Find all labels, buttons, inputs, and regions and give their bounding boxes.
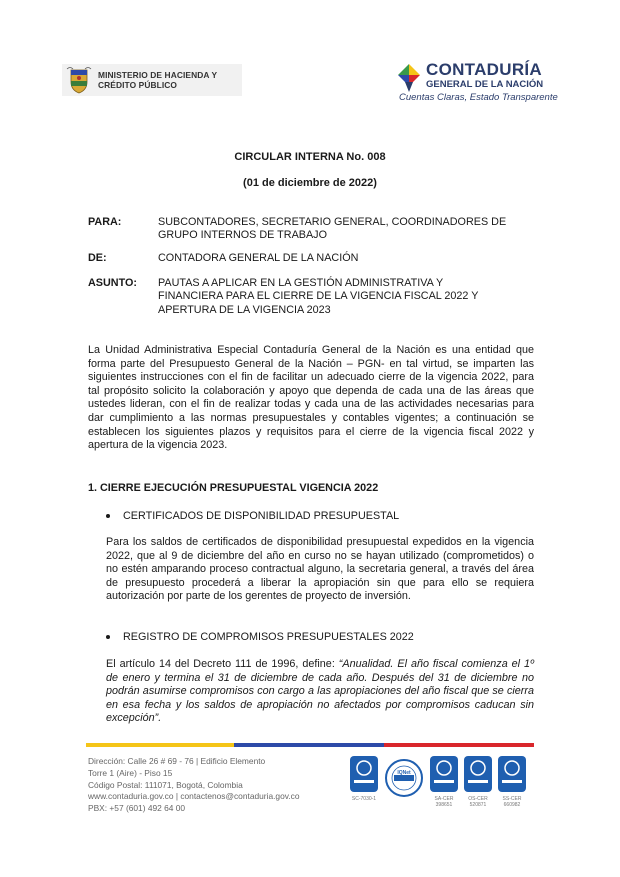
para-line-2: GRUPO INTERNOS DE TRABAJO	[158, 229, 327, 242]
footer-color-bar	[86, 743, 534, 747]
bullet-dot-icon	[106, 635, 110, 639]
ministry-line-1: MINISTERIO DE HACIENDA Y	[98, 70, 218, 80]
bullet-compromisos-text	[106, 658, 534, 726]
icontec-cert-icon	[498, 756, 526, 792]
asunto-value	[158, 277, 535, 317]
bar-blue	[234, 743, 384, 747]
certification-logos	[350, 756, 530, 812]
cert-label: SC-7030-1	[351, 796, 377, 802]
para-label: PARA:	[88, 216, 122, 228]
asunto-line-3: APERTURA DE LA VIGENCIA 2023	[158, 303, 331, 316]
cgn-subtitle: GENERAL DE LA NACIÓN	[426, 79, 544, 90]
footer-contact	[88, 756, 299, 815]
decreto-quote: “Anualidad. El año fiscal comienza el 1º de enero y termina el 31 de diciembre de cada año. Después del 31 de diciembre no podrán asumirse compromisos con cargo a las apropiaciones del año fiscal que se cierra en esa fecha y los saldos de apropiación no afectados por compromisos caducan sin excepción”.	[106, 658, 534, 725]
footer-web[interactable]: www.contaduria.gov.co | contactenos@contaduria.gov.co	[88, 791, 300, 802]
bullet-cdp-label: CERTIFICADOS DE DISPONIBILIDAD PRESUPUESTAL	[123, 510, 400, 522]
decreto-lead: El artículo 14 del Decreto 111 de 1996, define:	[106, 658, 339, 670]
cgn-slogan: Cuentas Claras, Estado Transparente	[399, 92, 558, 103]
icontec-cert-icon	[350, 756, 378, 792]
ministry-logo	[62, 64, 242, 96]
circular-date: (01 de diciembre de 2022)	[243, 177, 377, 189]
ministry-line-2: CRÉDITO PÚBLICO	[98, 80, 178, 90]
para-line-1: SUBCONTADORES, SECRETARIO GENERAL, COORDINADORES DE	[158, 216, 507, 228]
footer-address: Dirección: Calle 26 # 69 - 76 | Edificio Elemento	[88, 756, 266, 766]
cgn-logo	[396, 60, 556, 106]
footer-tower: Torre 1 (Aire) - Piso 15	[88, 767, 173, 778]
cert-label: IQNet	[397, 770, 411, 776]
colombia-crest-icon	[66, 66, 92, 94]
section-1-heading: 1. CIERRE EJECUCIÓN PRESUPUESTAL VIGENCIA 2022	[88, 482, 379, 494]
asunto-label: ASUNTO:	[88, 277, 137, 289]
cgn-logo-icon	[396, 62, 422, 94]
bullet-cdp	[106, 510, 399, 522]
iqnet-cert-icon	[384, 758, 424, 798]
ministry-name	[98, 70, 217, 90]
circular-title: CIRCULAR INTERNA No. 008	[234, 151, 386, 163]
bullet-compromisos-label: REGISTRO DE COMPROMISOS PRESUPUESTALES 2022	[123, 631, 414, 643]
bar-red	[384, 743, 534, 747]
para-value	[158, 216, 535, 243]
intro-paragraph: La Unidad Administrativa Especial Contaduría General de la Nación es una entidad que forma parte del Presupuesto General de la Nación – PGN- en tal virtud, se imparten las siguientes instrucciones con el fin de facilitar un adecuado cierre de la vigencia 2022, para tal propósito solicito la colaboración y apoyo que dependa de cada una de las áreas que ustedes lideran, con el fin de realizar todas y cada una de las actividades necesarias para dar cumplimiento a las normas presupuestales y contables vigentes; a continuación se establecen los siguientes plazos y requisitos para el cierre de la vigencia fiscal 2022 y apertura de la vigencia 2023.	[88, 344, 534, 452]
de-label: DE:	[88, 252, 107, 264]
asunto-line-1: PAUTAS A APLICAR EN LA GESTIÓN ADMINISTRATIVA Y	[158, 277, 444, 289]
bullet-dot-icon	[106, 514, 110, 518]
asunto-line-2: FINANCIERA PARA EL CIERRE DE LA VIGENCIA FISCAL 2022 Y	[158, 290, 479, 303]
bar-yellow	[86, 743, 234, 747]
footer-postal: Código Postal: 111071, Bogotá, Colombia	[88, 779, 243, 790]
footer-phone: PBX: +57 (601) 492 64 00	[88, 803, 186, 814]
de-value: CONTADORA GENERAL DE LA NACIÓN	[158, 252, 359, 264]
icontec-cert-icon	[430, 756, 458, 792]
bullet-cdp-text: Para los saldos de certificados de disponibilidad presupuestal expedidos en la vigencia 2022, que al 9 de diciembre del año en curso no se hayan utilizado (comprometidos) o no estén amparando proceso contractual alguno, la secretaria general, a través del área de presupuesto procederá a liberar la apropiación sin que para ello se requiera autorización por parte de los gerentes de proyecto de inversión.	[106, 536, 534, 603]
bullet-compromisos	[106, 631, 414, 643]
cert-label: SA-CER 398651	[434, 796, 454, 808]
cgn-title: CONTADURÍA	[426, 60, 543, 79]
cert-label: SS-CER 660982	[502, 796, 522, 808]
cert-label: OS-CER 520871	[468, 796, 488, 808]
icontec-cert-icon	[464, 756, 492, 792]
